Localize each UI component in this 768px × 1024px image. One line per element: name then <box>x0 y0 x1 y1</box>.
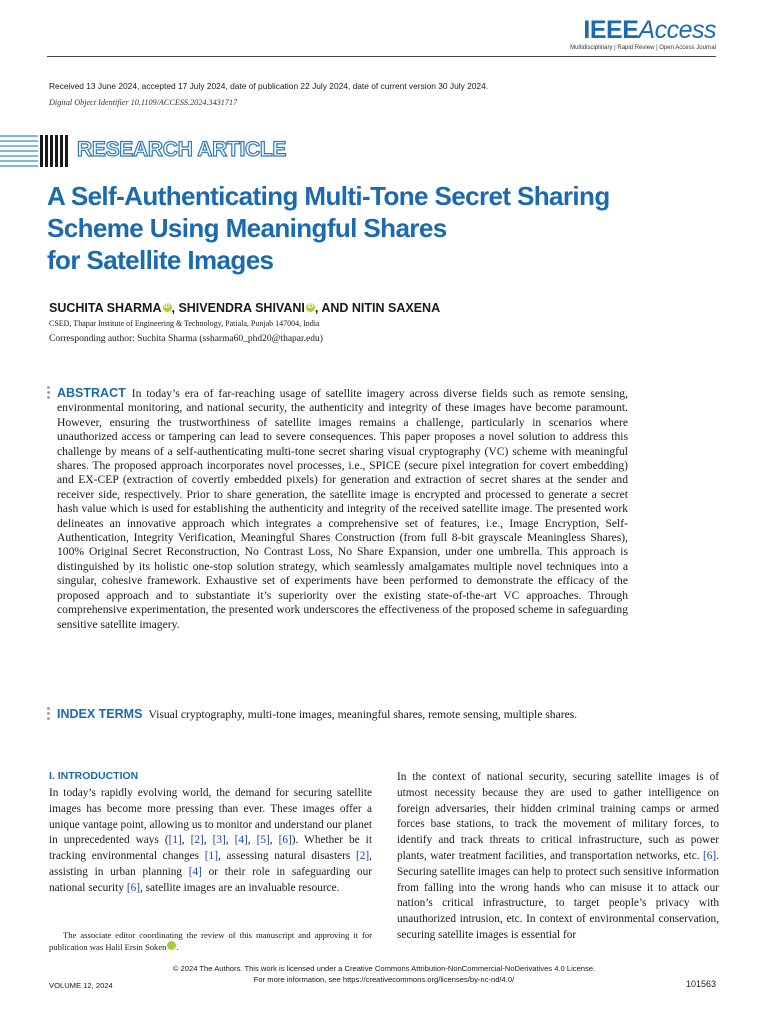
abstract-text: In today’s era of far-reaching usage of satellite imagery across diverse fields such as remote sensing, environmental monitoring, and national security, the authenticity and integrity of these images have become paramount. However, ensuring the trustworthiness of satellite images remains a challenge, particularly in scenarios where unauthorized access or tampering can lead to severe consequences. This paper proposes a novel solution to address this challenge by means of a self-authenticating multi-tone secret sharing visual cryptography (VC) scheme with meaningful shares. The proposed approach incorporates novel processes, i.e., SPICE (secure pixel integration for covert embedding) and EX-CEP (extraction of covertly embedded pixels) for generation and extraction of secret shares at the sender and receiver side, respectively. Prior to share generation, the satellite image is encrypted and processed to generate a secret hash value which is used for establishing the authenticity and integrity of the received satellite image. The presented work delineates an innovative approach which integrates a comprehensive set of features, i.e., Image Encryption, Self-Authentication, Integrity Verification, Meaningful Shares Construction (from full 8-bit grayscale Meaningless Shares), 100% Original Secret Reconstruction, No Contrast Loss, No Share Expansion, under one umbrella. This approach is distinguished by its holistic one-stop solution strategy, which seamlessly amalgamates multiple novel techniques into a singular, cohesive framework. Exhaustive set of experiments have been performed to demonstrate the efficacy of the proposed approach and to substantiate it’s superiority over the existing state-of-the-art VC approaches. Through comprehensive experimentation, the presented work underscores the effectiveness of the proposed scheme in safeguarding sensitive satellite imagery. <box>57 387 628 631</box>
author-list <box>49 301 440 315</box>
section-heading: I. INTRODUCTION <box>49 770 139 782</box>
volume-label: VOLUME 12, 2024 <box>49 981 113 990</box>
journal-logo <box>570 18 716 51</box>
intro-paragraph-2 <box>397 770 719 944</box>
text: In today’s rapidly evolving world, the demand for securing satellite images has become more pressing than ever. These images offer a unique vantage point, allowing us to monitor and understand our planet in unprecedented ways ( <box>49 787 372 847</box>
title-line-2: Scheme Using Meaningful Shares <box>47 213 447 243</box>
logo-ieee: IEEE <box>583 16 639 44</box>
license-notice <box>0 964 768 985</box>
intro-paragraph-1: In today’s rapidly evolving world, the demand for securing satellite images has become more pressing than ever. These images offer a unique vantage point, allowing us to monitor and understand our planet in unprecedented ways ([1], [2], [3], [4], [5], [6]). Whether be it tracking environmental changes [1], assessing natural disasters [2], assisting in urban planning [4] or their role in safeguarding our national security [6], satellite images are an invaluable resource. <box>49 787 372 894</box>
author-1: SUCHITA SHARMA <box>49 301 162 315</box>
citation-link[interactable]: [6] <box>126 881 140 894</box>
received-dates: Received 13 June 2024, accepted 17 July 2024, date of publication 22 July 2024, date of current version 30 July 2024. <box>49 81 489 91</box>
citation-link[interactable]: [4] <box>188 865 202 878</box>
citation-link[interactable]: [4] <box>234 834 248 847</box>
text: , assessing natural disasters <box>217 850 356 863</box>
license-line-1: © 2024 The Authors. This work is licensed under a Creative Commons Attribution-NonCommercial-NoDerivatives 4.0 License. <box>172 964 596 973</box>
paper-title <box>47 180 667 276</box>
doi: Digital Object Identifier 10.1109/ACCESS.2024.3431717 <box>49 98 238 107</box>
index-terms-dots-icon <box>47 707 51 722</box>
license-line-2[interactable]: For more information, see https://creativecommons.org/licenses/by-nc-nd/4.0/ <box>253 974 515 984</box>
index-terms-label: INDEX TERMS <box>57 707 143 721</box>
author-2: , SHIVENDRA SHIVANI <box>171 301 305 315</box>
index-terms <box>57 707 628 722</box>
text: , satellite images are an invaluable resource. <box>140 881 340 894</box>
page-number: 101563 <box>685 979 716 989</box>
abstract-label: ABSTRACT <box>57 386 126 400</box>
corresponding-author: Corresponding author: Suchita Sharma (ssharma60_phd20@thapar.edu) <box>49 334 323 344</box>
orcid-icon[interactable]: iD <box>164 304 170 310</box>
header-rule <box>47 56 716 57</box>
citation-link[interactable]: [3] <box>212 834 226 847</box>
decor-stripes <box>40 135 68 167</box>
article-type: RESEARCH ARTICLE <box>77 138 287 161</box>
title-line-1: A Self-Authenticating Multi-Tone Secret Sharing <box>47 181 610 211</box>
title-line-3: for Satellite Images <box>47 245 274 275</box>
index-terms-text: Visual cryptography, multi-tone images, meaningful shares, remote sensing, multiple shares. <box>148 708 578 721</box>
text: or their role in safeguarding our national security <box>49 865 372 894</box>
citation-link[interactable]: [6] <box>278 834 292 847</box>
affiliation: CSED, Thapar Institute of Engineering & Technology, Patiala, Punjab 147004, India <box>49 319 320 328</box>
orcid-icon[interactable]: iD <box>307 304 314 310</box>
logo-access: Access <box>638 16 716 44</box>
abstract <box>57 386 628 632</box>
text: . Securing satellite images can help to protect such sensitive information from falling into the wrong hands who can misuse it to attack our nation’s critical infrastructure, to target people’s privacy with unauthorized intrusion, etc. In context of environmental conservation, securing satellite images is essential for <box>397 849 719 941</box>
logo-tagline: Multidisciplinary | Rapid Review | Open Access Journal <box>570 45 716 51</box>
text: In the context of national security, securing satellite images is of utmost necessity because they are used to gather intelligence on foreign adversaries, their hidden criminal training camps or armed forces base stations, to track the movement of military forces, to identify and track threats to critical infrastructure, such as power plants, water treatment facilities, and transportation networks, etc. <box>397 771 719 862</box>
citation-link[interactable]: [6] <box>702 849 717 862</box>
editor-footnote: The associate editor coordinating the review of this manuscript and approving it for publication was Halil Ersin Soken iD. <box>49 930 372 952</box>
citation-link[interactable]: [2] <box>190 834 204 847</box>
article-type-bar <box>0 135 300 167</box>
author-3: , AND NITIN SAXENA <box>314 301 441 315</box>
citation-link[interactable]: [1] <box>168 834 182 847</box>
text: ). Whether be it tracking environmental changes <box>49 834 372 863</box>
footnote-text: The associate editor coordinating the review of this manuscript and approving it for publication was Halil Ersin Soken <box>49 930 372 952</box>
decor-lines <box>0 135 38 167</box>
citation-link[interactable]: [5] <box>256 834 270 847</box>
abstract-dots-icon <box>47 386 51 401</box>
orcid-icon[interactable]: iD <box>167 941 176 950</box>
citation-link[interactable]: [2] <box>355 850 370 863</box>
text: , assisting in urban planning <box>49 850 372 878</box>
citation-link[interactable]: [1] <box>204 850 218 863</box>
